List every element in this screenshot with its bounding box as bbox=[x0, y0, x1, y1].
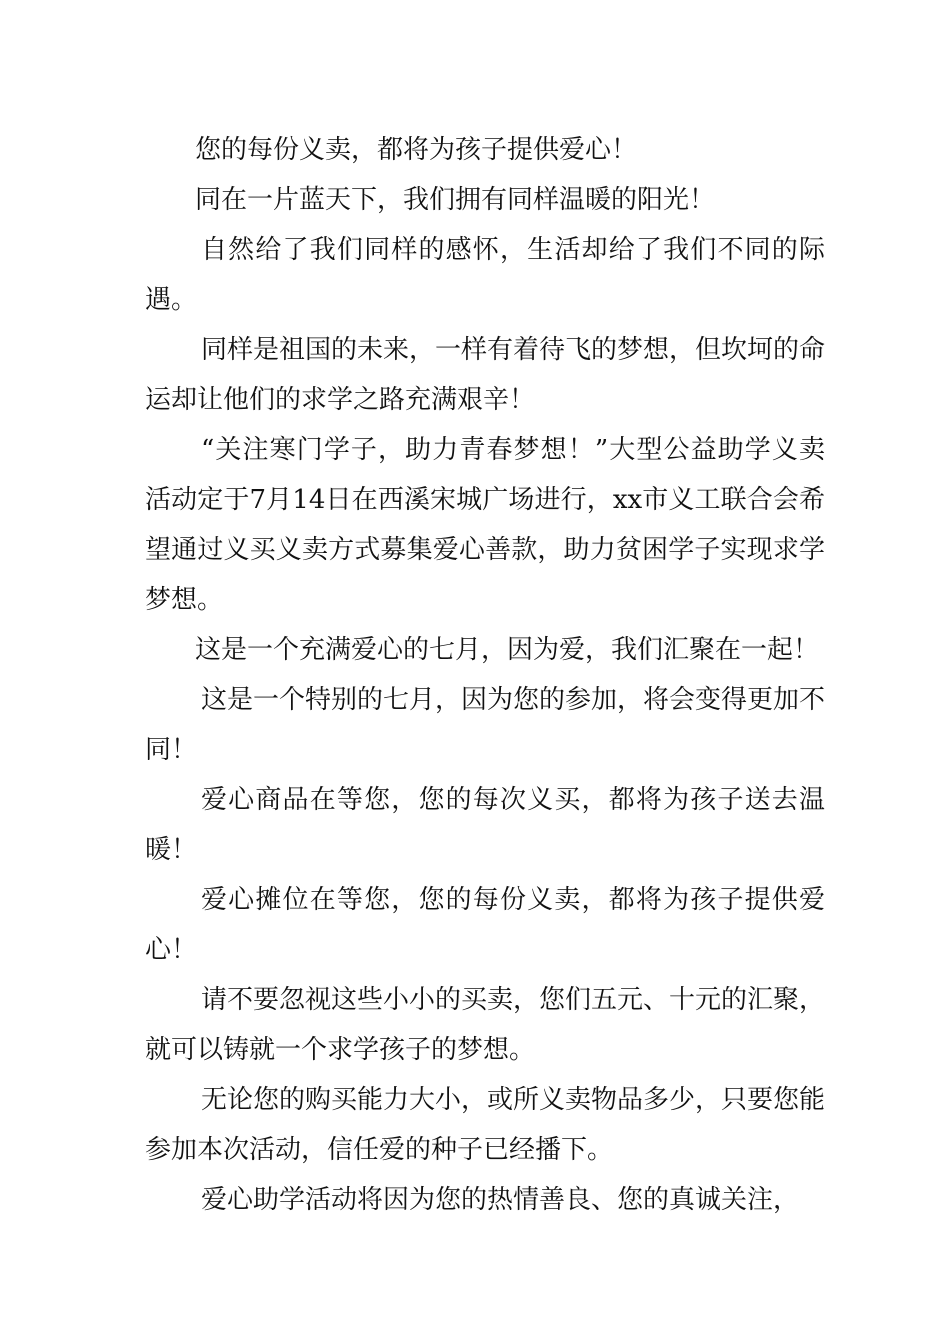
paragraph: 自然给了我们同样的感怀，生活却给了我们不同的际遇。 bbox=[145, 235, 825, 315]
paragraph: 爱心摊位在等您，您的每份义卖，都将为孩子提供爱心！ bbox=[145, 885, 825, 965]
paragraph: 这是一个充满爱心的七月，因为爱，我们汇聚在一起！ bbox=[195, 635, 820, 665]
paragraph: 爱心助学活动将因为您的热情善良、您的真诚关注， bbox=[201, 1185, 800, 1215]
paragraph: “关注寒门学子，助力青春梦想！”大型公益助学义卖活动定于7月14日在西溪宋城广场进行，xx市义工联合会希望通过义买义卖方式募集爱心善款，助力贫困学子实现求学梦想。 bbox=[145, 435, 825, 615]
paragraph: 同样是祖国的未来，一样有着待飞的梦想，但坎坷的命运却让他们的求学之路充满艰辛！ bbox=[145, 335, 826, 415]
paragraph: 这是一个特别的七月，因为您的参加，将会变得更加不同！ bbox=[145, 685, 826, 765]
paragraph: 爱心商品在等您，您的每次义买，都将为孩子送去温暖！ bbox=[145, 785, 825, 865]
paragraph: 请不要忽视这些小小的买卖，您们五元、十元的汇聚，就可以铸就一个求学孩子的梦想。 bbox=[145, 985, 826, 1065]
paragraph: 同在一片蓝天下，我们拥有同样温暖的阳光！ bbox=[195, 185, 716, 215]
paragraph: 无论您的购买能力大小，或所义卖物品多少，只要您能参加本次活动，信任爱的种子已经播下。 bbox=[145, 1085, 826, 1165]
document-body bbox=[145, 125, 825, 1225]
paragraph: 您的每份义卖，都将为孩子提供爱心！ bbox=[195, 135, 638, 165]
